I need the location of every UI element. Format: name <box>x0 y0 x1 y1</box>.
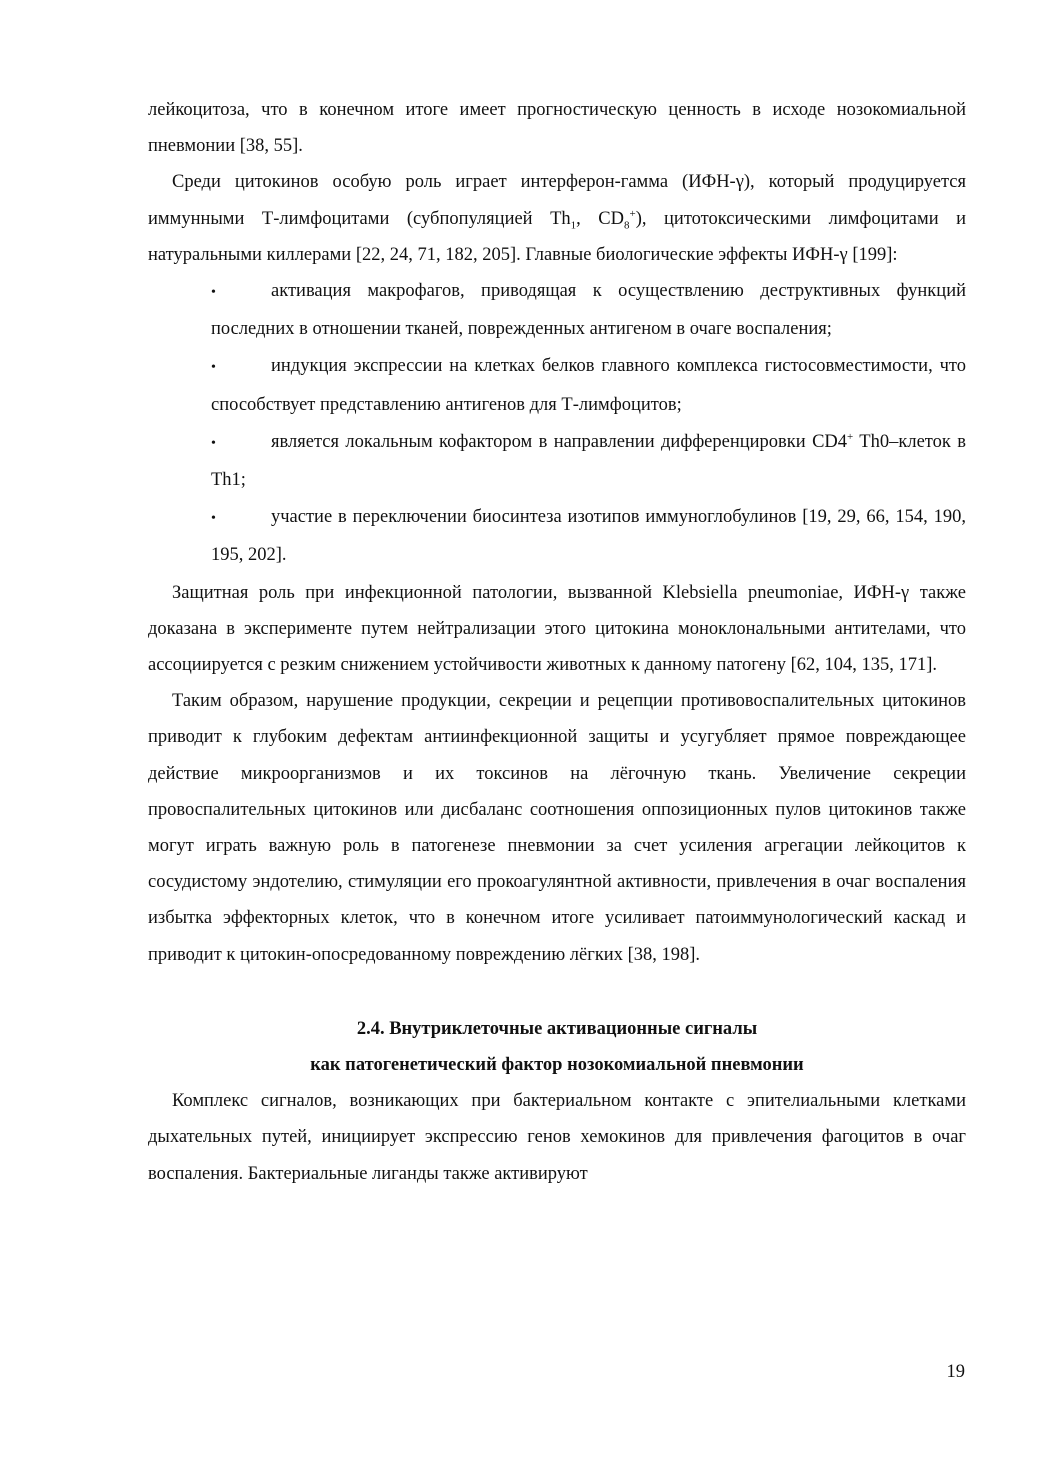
page-number: 19 <box>946 1362 965 1382</box>
list-item-text: индукция экспрессии на клетках белков главного комплекса гистосовместимости, что способствует представлению антигенов для Т-лимфоцитов; <box>211 356 966 415</box>
superscript: + <box>629 207 636 220</box>
list-item-text: активация макрофагов, приводящая к осуществлению деструктивных функций последних в отношении тканей, поврежденных антигеном в очаге воспаления; <box>211 281 966 340</box>
list-item <box>211 424 966 498</box>
paragraph-continuation: лейкоцитоза, что в конечном итоге имеет прогностическую ценность в исходе нозокомиальной пневмонии [38, 55]. <box>148 100 966 157</box>
bullet-icon: • <box>211 435 216 451</box>
list-item <box>211 348 966 422</box>
superscript: + <box>847 430 854 443</box>
paragraph-text: Среди цитокинов особую роль играет интерферон-гамма (ИФН-γ), который продуцируется иммунными Т-лимфоцитами (субпопуляцией Th <box>148 172 966 229</box>
paragraph-klebsiella: Защитная роль при инфекционной патологии, вызванной Klebsiella pneumoniae, ИФН-γ также доказана в эксперименте путем нейтрализации этого цитокина моноклональными антителами, что ассоциируется с резким снижением устойчивости животных к данному патогену [62, 104, 135, 171]. <box>148 582 966 676</box>
list-item <box>211 499 966 573</box>
paragraph-text: , CD <box>576 208 624 229</box>
bullet-icon: • <box>211 285 216 301</box>
paragraph-signals: Комплекс сигналов, возникающих при бактериальном контакте с эпителиальными клетками дыхательных путей, инициирует экспрессию генов хемокинов для привлечения фагоцитов в очаг воспаления. Бактериальные лиганды также активируют <box>148 1091 966 1184</box>
list-item <box>211 273 966 347</box>
paragraph-text: ), цитотоксическими лимфоцитами и натуральными киллерами [22, 24, 71, 182, 205]. Главные биологические эффекты ИФН-γ [199]: <box>148 208 967 265</box>
list-item-text: является локальным кофактором в направлении дифференцировки CD4 <box>271 431 848 452</box>
section-heading: 2.4. Внутриклеточные активационные сигналы <box>356 1018 758 1039</box>
paragraph-ifn-gamma <box>148 164 966 273</box>
subscript: 8 <box>624 219 630 232</box>
section-heading-subtitle: как патогенетический фактор нозокомиальной пневмонии <box>310 1055 804 1076</box>
paragraph-conclusion: Таким образом, нарушение продукции, секреции и рецепции противовоспалительных цитокинов приводит к глубоким дефектам антиинфекционной защиты и усугубляет прямое повреждающее действие микроорганизмов и их токсинов на лёгочную ткань. Увеличение секреции провоспалительных цитокинов или дисбаланс соотношения оппозиционных пулов цитокинов также могут играть важную роль в патогенезе пневмонии за счет усиления агрегации лейкоцитов к сосудистому эндотелию, стимуляции его прокоагулянтной активности, привлечения в очаг воспаления избытка эффекторных клеток, что в конечном итоге усиливает патоиммунологический каскад и приводит к цитокин-опосредованному повреждению лёгких [38, 198]. <box>148 691 966 965</box>
bullet-icon: • <box>211 511 216 527</box>
body-text <box>148 92 966 1192</box>
bullet-icon: • <box>211 360 216 376</box>
list-item-text: Th0–клеток в Th1; <box>211 431 966 491</box>
effects-list <box>211 273 966 574</box>
list-item-text: участие в переключении биосинтеза изотипов иммуноглобулинов [19, 29, 66, 154, 190, 195, 202]. <box>211 507 966 566</box>
subscript: 1 <box>570 219 577 232</box>
